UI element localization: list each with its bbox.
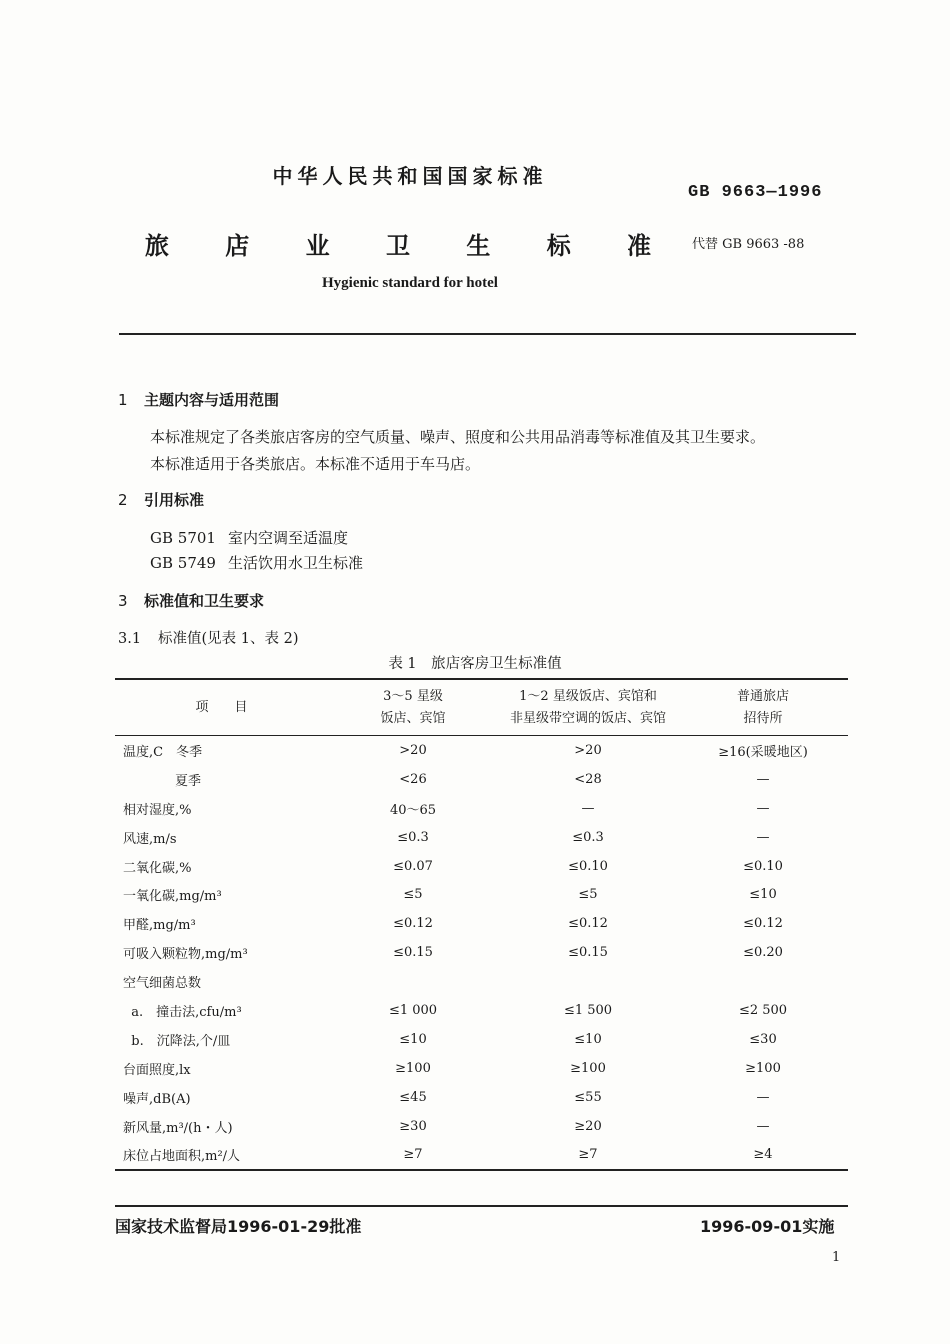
table-row [115, 1112, 848, 1141]
value-1-2-star: — [581, 800, 595, 816]
value-3-5-star: >20 [399, 742, 427, 758]
table-row [115, 852, 848, 881]
value-3-5-star: ≥7 [328, 1140, 498, 1170]
value-ordinary: ≤0.10 [743, 858, 783, 874]
item-cell: a. 撞击法,cfu/m³ [123, 1004, 242, 1020]
header-item: 项 目 [195, 699, 248, 715]
value-ordinary: ≤10 [749, 887, 777, 903]
section-1-heading [118, 389, 279, 410]
item-cell: b. 沉降法,个/皿 [123, 1033, 231, 1049]
value-1-2-star: ≥100 [570, 1060, 606, 1076]
value-1-2-star: ≤0.12 [568, 916, 608, 932]
item-cell: 二氧化碳,% [123, 860, 192, 876]
value-ordinary: — [756, 1089, 770, 1105]
replaces-note: 代替 GB 9663 -88 [692, 237, 805, 252]
header-line: 3～5 星级 [383, 688, 443, 704]
value-1-2-star: ≤0.10 [568, 858, 608, 874]
table-row [115, 938, 848, 967]
item-cell: 温度,C 冬季 [123, 744, 203, 760]
value-1-2-star: ≤1 500 [563, 1002, 613, 1018]
table-row [115, 765, 848, 794]
table-header-row [115, 679, 848, 736]
reference-code: GB 5701 [150, 529, 216, 547]
value-ordinary: ≥4 [678, 1140, 848, 1170]
item-cell: 相对湿度,% [123, 802, 192, 818]
value-ordinary [678, 967, 848, 996]
value-ordinary: ≥16(采暖地区) [718, 744, 808, 760]
value-1-2-star: ≤0.15 [568, 945, 608, 961]
reference-item [150, 527, 348, 548]
value-3-5-star: ≤0.15 [393, 945, 433, 961]
reference-name: 生活饮用水卫生标准 [228, 554, 364, 572]
value-ordinary: — [756, 771, 770, 787]
header-1-2-star [498, 679, 678, 736]
value-3-5-star: ≤0.12 [393, 916, 433, 932]
value-1-2-star: ≤5 [578, 887, 598, 903]
table-row [115, 1054, 848, 1083]
section-number: 2 [118, 491, 128, 509]
value-1-2-star: ≤0.3 [572, 829, 604, 845]
standard-code: GB 9663—1996 [688, 183, 823, 202]
item-cell: 风速,m/s [123, 831, 177, 847]
hygiene-standard-table [115, 678, 848, 1171]
table-row [115, 996, 848, 1025]
header-line: 1～2 星级饭店、宾馆和 [519, 688, 657, 704]
header-divider [119, 333, 856, 335]
value-ordinary: ≥100 [745, 1060, 781, 1076]
value-1-2-star: ≥20 [574, 1118, 602, 1134]
table-row [115, 1140, 848, 1170]
item-cell: 床位占地面积,m²/人 [115, 1140, 328, 1170]
document-title: 旅 店 业 卫 生 标 准 [144, 232, 676, 260]
value-3-5-star: ≤5 [403, 887, 423, 903]
section-3-heading [118, 590, 264, 611]
value-3-5-star [328, 967, 498, 996]
reference-name: 室内空调至适温度 [228, 529, 349, 547]
value-3-5-star: ≥30 [399, 1118, 427, 1134]
value-1-2-star: <28 [574, 771, 602, 787]
section-number: 1 [118, 391, 128, 409]
value-1-2-star [498, 967, 678, 996]
reference-item [150, 552, 363, 573]
value-3-5-star: 40～65 [389, 802, 437, 818]
value-1-2-star: ≥7 [498, 1140, 678, 1170]
item-cell: 噪声,dB(A) [123, 1091, 191, 1107]
header-line: 招待所 [743, 710, 783, 726]
table-row [115, 967, 848, 996]
value-ordinary: ≤2 500 [738, 1002, 788, 1018]
table-row [115, 1083, 848, 1112]
subsection-text: 标准值(见表 1、表 2) [158, 631, 299, 647]
header-ordinary [678, 679, 848, 736]
value-3-5-star: <26 [399, 771, 427, 787]
value-ordinary: — [756, 829, 770, 845]
value-3-5-star: ≤0.3 [397, 829, 429, 845]
subsection-number: 3.1 [118, 631, 142, 647]
item-cell: 新风量,m³/(h・人) [123, 1120, 233, 1136]
value-3-5-star: ≤0.07 [393, 858, 433, 874]
table-row [115, 794, 848, 823]
value-3-5-star: ≤45 [399, 1089, 427, 1105]
section-title: 主题内容与适用范围 [144, 391, 280, 409]
section-1-paragraph-2: 本标准适用于各类旅店。本标准不适用于车马店。 [150, 455, 481, 473]
value-ordinary: ≤30 [749, 1031, 777, 1047]
section-number: 3 [118, 592, 128, 610]
table-caption: 表 1 旅店客房卫生标准值 [388, 656, 562, 672]
value-ordinary: ≤0.12 [743, 916, 783, 932]
national-standard-heading: 中华人民共和国国家标准 [272, 164, 548, 188]
section-title: 引用标准 [144, 491, 205, 509]
reference-code: GB 5749 [150, 554, 216, 572]
item-cell: 甲醛,mg/m³ [123, 918, 196, 934]
value-3-5-star: ≤1 000 [388, 1002, 438, 1018]
header-3-5-star [328, 679, 498, 736]
table-row [115, 880, 848, 909]
value-1-2-star: ≤10 [574, 1031, 602, 1047]
header-line: 非星级带空调的饭店、宾馆 [509, 710, 666, 726]
value-ordinary: ≤0.20 [743, 945, 783, 961]
value-1-2-star: >20 [574, 742, 602, 758]
effective-date: 1996-09-01实施 [700, 1217, 835, 1236]
value-3-5-star: ≤10 [399, 1031, 427, 1047]
english-title: Hygienic standard for hotel [322, 275, 498, 291]
section-1-paragraph-1: 本标准规定了各类旅店客房的空气质量、噪声、照度和公共用品消毒等标准值及其卫生要求。 [150, 428, 766, 446]
section-2-heading [118, 489, 204, 510]
item-cell: 空气细菌总数 [123, 976, 202, 992]
header-line: 饭店、宾馆 [380, 710, 446, 726]
table-row [115, 823, 848, 852]
table-row [115, 736, 848, 765]
item-cell: 台面照度,lx [123, 1062, 191, 1078]
table-row [115, 1025, 848, 1054]
item-cell: 夏季 [123, 773, 202, 789]
item-cell: 可吸入颗粒物,mg/m³ [123, 947, 248, 963]
value-1-2-star: ≤55 [574, 1089, 602, 1105]
table-row [115, 909, 848, 938]
footer-divider [115, 1205, 848, 1207]
value-ordinary: — [756, 800, 770, 816]
section-title: 标准值和卫生要求 [144, 592, 265, 610]
subsection-3-1 [118, 627, 298, 648]
value-ordinary: — [756, 1118, 770, 1134]
item-cell: 一氧化碳,mg/m³ [123, 889, 222, 905]
header-line: 普通旅店 [736, 688, 789, 704]
approval-date: 国家技术监督局1996-01-29批准 [115, 1217, 362, 1236]
page-number: 1 [832, 1250, 841, 1265]
value-3-5-star: ≥100 [395, 1060, 431, 1076]
